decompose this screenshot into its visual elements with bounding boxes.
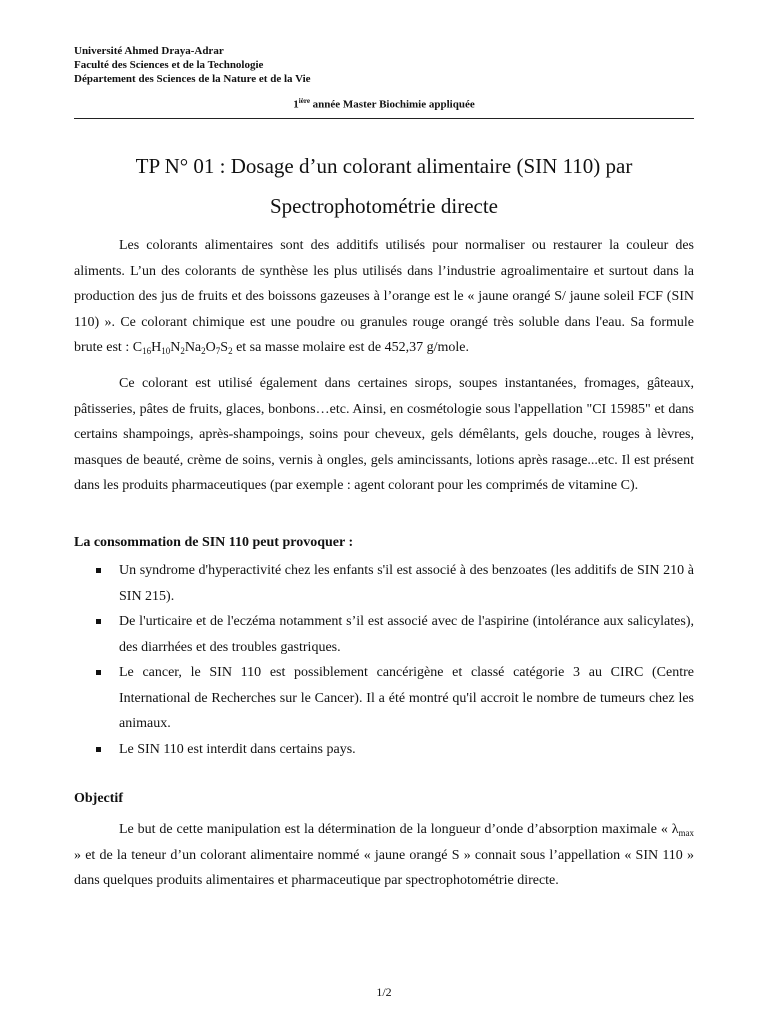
document-title [74,146,694,226]
formula-element: N [170,340,181,355]
square-bullet-icon [96,747,101,752]
institution-header [74,44,311,86]
page-number: 1/2 [376,985,392,999]
formula-subscript: 2 [180,346,185,356]
list-item [74,737,694,763]
chemical-formula [133,340,233,355]
program-name: année Master Biochimie appliquée [309,98,475,111]
list-item [74,558,694,609]
objective-heading: Objectif [74,791,123,806]
formula-element: O [205,340,216,355]
consumption-heading: La consommation de SIN 110 peut provoquer : [74,535,354,550]
program-line [0,97,768,111]
list-item [74,660,694,737]
usage-paragraph: Ce colorant est utilisé également dans certaines sirops, soupes instantanées, fromages, gâteaux, pâtisseries, pâtes de fruits, glaces, bonbons…etc. Ainsi, en cosmétologie sous l'appellation "CI 15985" et dans certains shampoings, après-shampoings, soins pour cheveux, gels démêlants, gels douche, rouges à lèvres, masques de beauté, crème de soins, vernis à ongles, gels amincissants, lotions après rasage...etc. Il est présent dans les produits pharmaceutiques (par exemple : agent colorant pour les comprimés de vitamine C). [74,376,694,493]
formula-subscript: 16 [142,346,152,356]
header-divider [74,118,694,119]
formula-subscript: 2 [228,346,233,356]
formula-subscript: 7 [215,346,221,356]
objective-text: Le but de cette manipulation est la détermination de la longueur d’onde d’absorption maximale « [119,822,672,837]
list-item-text: Le SIN 110 est interdit dans certains pays. [119,741,356,757]
lambda-symbol: λ [671,822,679,837]
title-line-1: TP N° 01 : Dosage d’un colorant alimentaire (SIN 110) par [135,154,633,178]
list-item-text: Un syndrome d'hyperactivité chez les enfants s'il est associé à des benzoates (les additifs de SIN 210 à SIN 215). [119,563,694,604]
lambda-subscript: max [678,828,694,838]
title-line-2: Spectrophotométrie directe [270,194,498,218]
intro-paragraph [74,233,694,361]
square-bullet-icon [96,670,101,675]
formula-element: Na [184,340,202,355]
faculty-name: Faculté des Sciences et de la Technologie [74,59,264,71]
intro-text: Les colorants alimentaires sont des additifs utilisés pour normaliser ou restaurer la couleur des aliments. L’un des colorants de synthèse les plus utilisés dans l’industrie agroalimentaire et surtout dans la production des jus de fruits et des boissons gazeuses à l’orange est le « jaune orangé S/ jaune soleil FCF (SIN 110) ». Ce colorant chimique est une poudre ou granules rouge orangé très soluble dans l'eau. Sa formule brute est : [74,238,694,355]
program-ordinal-suffix: ière [298,97,310,105]
formula-subscript: 2 [201,346,206,356]
list-item-text: Le cancer, le SIN 110 est possiblement cancérigène et classé catégorie 3 au CIRC (Centre International de Recherches sur le Cancer). Il a été montré qu'il accroit le nombre de tumeurs chez les animaux. [119,665,694,731]
department-name: Département des Sciences de la Nature et de la Vie [74,73,311,85]
formula-subscript: 10 [161,346,171,356]
formula-element: H [151,340,162,355]
program-ordinal: 1 [293,98,299,111]
intro-text-end: et sa masse molaire est de 452,37 g/mole. [232,340,469,355]
formula-element: C [132,340,143,355]
formula-element: S [220,340,229,355]
square-bullet-icon [96,568,101,573]
list-item-text: De l'urticaire et de l'eczéma notamment s’il est associé avec de l'aspirine (intolérance aux salicylates), des diarrhées et des troubles gastriques. [119,614,694,655]
university-name: Université Ahmed Draya-Adrar [74,45,224,57]
list-item [74,609,694,660]
objective-text-end: » et de la teneur d’un colorant alimentaire nommé « jaune orangé S » connait sous l’appellation « SIN 110 » dans quelques produits alimentaires et pharmaceutique par spectrophotométrie directe. [74,847,694,888]
square-bullet-icon [96,619,101,624]
consumption-list [74,558,694,762]
objective-paragraph [74,817,694,894]
